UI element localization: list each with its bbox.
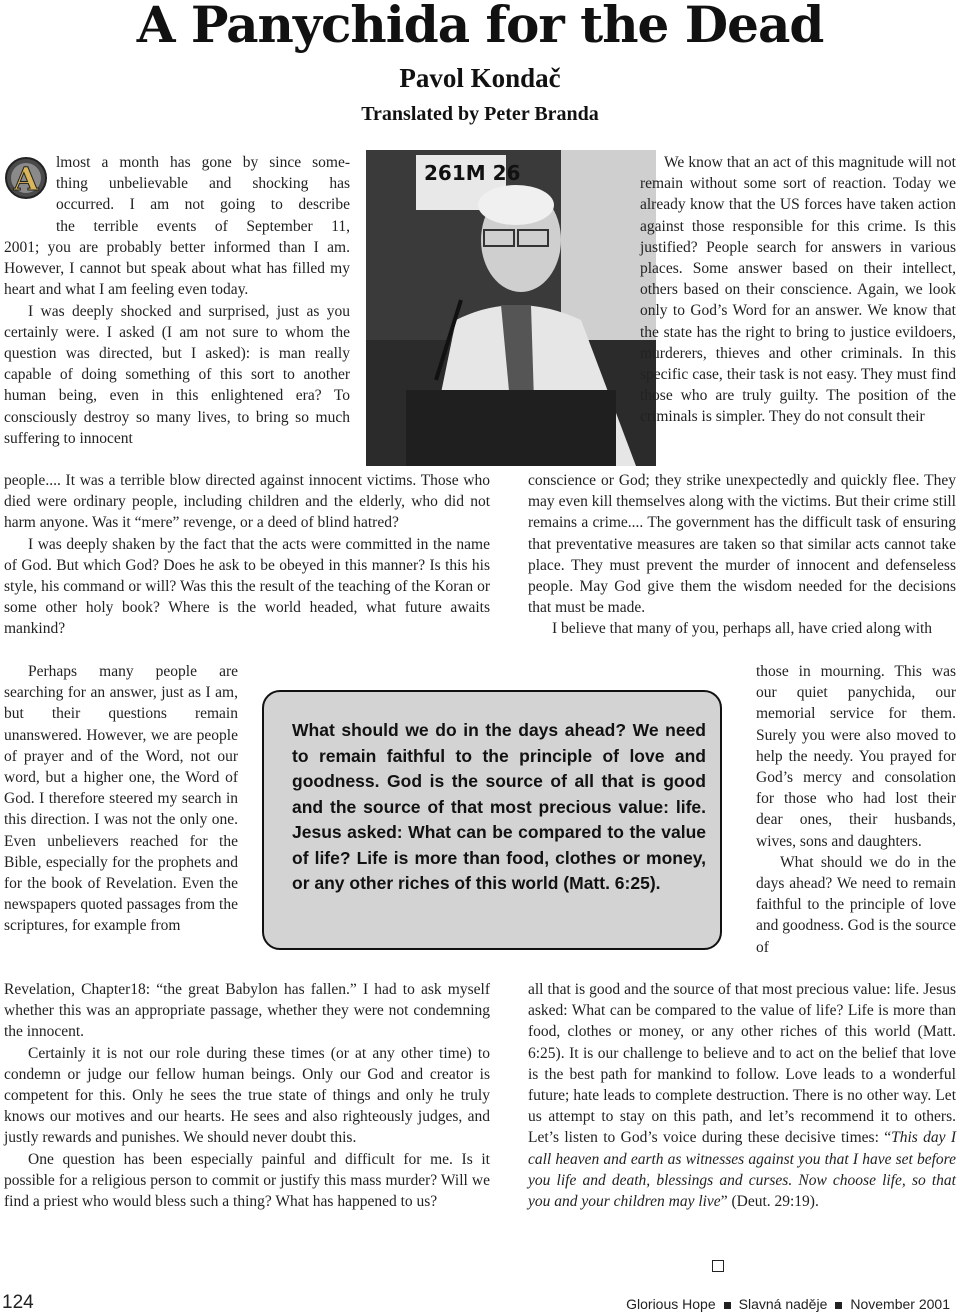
col1-paragraph4: Perhaps many people are searching for an answer, just as I am, but their questions remain unanswered. However, we are people of prayer and of the Word, not our word, but a higher one, the Word of God. I therefore steered my search in this direction. I was not the only one. Even unbelievers reached for the Bible, especially for the prophets and for the book of Revelation. Even the newspapers quoted passages from the scriptures, for example from — [4, 663, 238, 935]
col2-middle-block — [528, 470, 956, 640]
footer-magazine-en: Glorious Hope — [626, 1296, 716, 1312]
speaker-photo — [366, 150, 656, 466]
dropcap-letter: A — [13, 160, 39, 198]
pull-quote-box — [262, 690, 722, 950]
col2-narrow-block — [756, 661, 956, 958]
deuteronomy-reference: ” (Deut. 29:19). — [720, 1193, 819, 1211]
dropcap-shield-icon — [4, 150, 48, 206]
col2-lower-block — [528, 979, 956, 1212]
col2-paragraph3-tail — [528, 979, 956, 1212]
dropcap-emblem — [4, 150, 48, 206]
col2-paragraph2-first: I believe that many of you, perhaps all, have cried along with — [552, 620, 933, 638]
col2-paragraph1-tail: conscience or God; they strike unexpectedly and quickly flee. They may even kill themselves along with the victims. But their crime still remains a crime.... The government has the difficult task of ensuring that preventative measures are taken so that similar acts cannot take place. They must prevent the murder of innocent and defenseless people. May God give them the wisdom needed for the decisions that must be made. — [528, 472, 956, 617]
col1-upper-block — [4, 237, 350, 449]
col2-paragraph2: those in mourning. This was our quiet panychida, our memorial service for them. Surely you were also moved to help the needy. You prayed for God’s mercy and consolation for those who had lost their dear ones, their husbands, wives, sons and daughters. — [756, 663, 956, 850]
page-title: A Panychida for the Dead — [136, 0, 824, 54]
footer-issue-date: November 2001 — [850, 1296, 950, 1312]
col1-line: occurred. I am not going to describe — [56, 196, 350, 214]
col1-paragraph3: I was deeply shaken by the fact that the acts were committed in the name of God. But which God? Does he ask to be obeyed in this manner? Is this his style, his command or will? Was this the result of the teaching of the Koran or some other holy book? Where is the world headed, what future awaits mankind? — [4, 535, 490, 638]
col1-narrow-block — [4, 661, 238, 937]
col1-paragraph4-tail: Revelation, Chapter18: “the great Babylon has fallen.” I had to ask myself whether this was an appropriate passage, whether they were not condemning the innocent. — [4, 981, 490, 1041]
footer-publication — [626, 1296, 950, 1312]
page-number: 124 — [2, 1292, 34, 1313]
col2-upper-block — [640, 152, 956, 428]
pull-quote-text: What should we do in the days ahead? We need to remain faithful to the principle of love and goodness. God is the source of all that is good and the source of that most precious value: life. Jesus asked: What can be compared to the value of life? Life is more than food, clothes or money, or any other riches of this world (Matt. 6:25). — [292, 720, 706, 893]
footer-separator-icon — [724, 1302, 731, 1309]
col1-paragraph2-tail: people.... It was a terrible blow directed against innocent victims. Those who died were ordinary people, including children and the elderly, who did not harm anyone. Was it “mere” revenge, or a deed of blind hatred? — [4, 472, 490, 532]
col1-paragraph6: One question has been especially painful and difficult for me. Is it possible for a religious person to commit or justify this mass murder? Will we find a priest who would bless such a thing? What has happened to us? — [4, 1150, 490, 1211]
author-name: Pavol Kondač — [399, 63, 561, 93]
col1-middle-block — [4, 470, 490, 640]
col1-paragraph1-wrap — [56, 152, 350, 237]
col1-line: lmost a month has gone by since some- — [56, 154, 350, 171]
col1-line: the terrible events of September 11, — [56, 217, 350, 235]
photo-sign-text: 261M 26 — [424, 161, 521, 185]
col1-lower-block — [4, 979, 490, 1212]
end-of-article-mark — [712, 1260, 724, 1272]
col1-line: thing unbelievable and shocking has — [56, 175, 350, 193]
col2-paragraph1: We know that an act of this magnitude will not remain without some sort of reaction. Today we already know that the US forces have taken action against those responsible for this crime. Is this justified? People search for answers in various places. Some answer based on their intellect, others based on their conscience. Again, we look only to God’s Word for an answer. We know that the state has the right to bring to justice evildoers, murderers, thieves and other criminals. In this specific case, their task is not easy. They must find those who are truly guilty. The position of the criminals is simpler. They do not consult their — [640, 154, 956, 426]
footer-separator-icon — [835, 1302, 842, 1309]
deuteronomy-quote: This day I call heaven and earth as witnesses against you that I have set before you life and death, blessings and curses. Now choose life, so that you and your children may live — [528, 1129, 957, 1211]
col1-paragraph2: I was deeply shocked and surprised, just as you certainly were. I asked (I am not sure to whom the question was directed, but I asked): is man really capable of doing something of this sort to another human being, even in this enlightened era? To consciously destroy so many lives, to bring so much suffering to innocent — [4, 302, 350, 447]
col2-paragraph3-text: all that is good and the source of that most precious value: life. Jesus asked: What can be compared to the value of life? Life is more than food, clothes or money, or any other riches of this world (Matt. 6:25). It is our challenge to believe and to act on the belief that love is the best path for mankind to follow. Love leads to a wonderful future; hate leads to complete destruction. There is no other way. Let us attempt to stay on this path, and let’s recommend it to others. Let’s listen to God’s voice during these decisive times: “ — [528, 981, 956, 1147]
col1-paragraph1-rest: 2001; you are probably better informed than I am. However, I cannot but speak about what has filled my heart and what I am feeling even today. — [4, 239, 350, 299]
translator-credit: Translated by Peter Branda — [361, 103, 599, 125]
col2-paragraph3: What should we do in the days ahead? We need to remain faithful to the principle of love and goodness. God is the source of — [756, 853, 956, 956]
col1-paragraph5: Certainly it is not our role during these times (or at any other time) to condemn or judge our fellow human beings. Only our God and creator is competent for this. Only he sees the true state of things and only he truly knows our motives and our hearts. He sees and also righteously judges, and justly rewards and punishes. We should never doubt this. — [4, 1044, 490, 1147]
footer-magazine-sk: Slavná naděje — [738, 1296, 828, 1312]
